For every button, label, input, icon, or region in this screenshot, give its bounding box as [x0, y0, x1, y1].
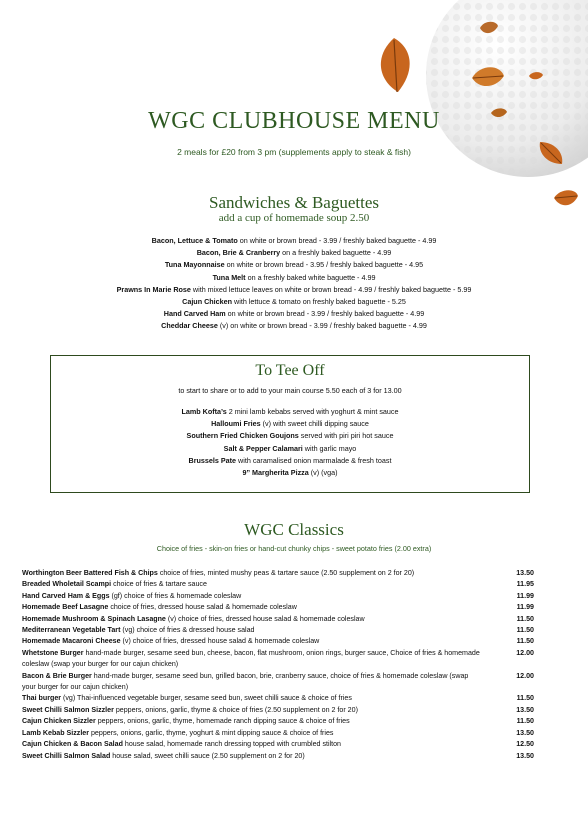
item-name: Prawns In Marie Rose — [116, 284, 191, 294]
item-name: Tuna Mayonnaise — [164, 260, 225, 270]
item-price: 13.50 — [516, 569, 534, 577]
item-name: Halloumi Fries — [211, 419, 261, 429]
item-name: Sweet Chilli Salmon Salad — [22, 751, 111, 760]
item-name: Hand Carved Ham — [163, 309, 226, 319]
item-desc: peppers, onions, garlic, thyme & choice of fries (2.50 supplement on 2 for 20) — [113, 705, 358, 714]
item-name: Whetstone Burger — [22, 648, 84, 657]
item-desc: on white or brown bread - 3.95 / freshly baked baguette - 4.95 — [224, 260, 424, 270]
item-name: Cajun Chicken & Bacon Salad — [22, 740, 123, 749]
item-price: 11.50 — [516, 626, 534, 635]
list-item — [0, 259, 588, 271]
item-desc: choice of fries, dressed house salad & homemade coleslaw — [108, 603, 297, 612]
list-item — [0, 296, 588, 308]
list-item — [22, 614, 534, 625]
item-desc: (v) with sweet chilli dipping sauce — [260, 419, 369, 429]
item-desc: (vg) Thai-influenced vegetable burger, sesame seed bun, sweet chilli sauce & choice of fries — [61, 694, 352, 703]
sandwiches-subtitle: add a cup of homemade soup 2.50 — [218, 212, 370, 224]
item-desc: choice of fries & tartare sauce — [111, 580, 207, 589]
list-item — [0, 320, 588, 332]
list-item — [22, 693, 534, 704]
item-desc: peppers, onions, garlic, thyme, yoghurt & mint dipping sauce & choice of fries — [89, 728, 334, 737]
list-item — [51, 455, 529, 467]
menu-subtitle: 2 meals for £20 from 3 pm (supplements apply to steak & fish) — [177, 147, 411, 157]
list-item — [22, 591, 534, 602]
item-name: Homemade Macaroni Cheese — [22, 637, 121, 646]
item-name: Lamb Kofta’s — [181, 407, 227, 416]
list-item — [22, 602, 534, 613]
list-item — [0, 284, 588, 296]
classics-title: WGC Classics — [244, 520, 344, 539]
list-item — [51, 418, 529, 430]
item-desc: with lettuce & tomato on freshly baked baguette - 5.25 — [232, 297, 406, 307]
item-price: 11.50 — [516, 614, 534, 623]
item-name: Cheddar Cheese — [161, 321, 218, 331]
list-item — [22, 648, 534, 671]
tee-off-subtitle: to start to share or to add to your main course 5.50 each of 3 for 13.00 — [178, 386, 402, 395]
item-name: Cajun Chicken Sizzler — [22, 717, 96, 726]
list-item — [22, 728, 534, 739]
list-item — [0, 308, 588, 320]
item-name: Worthington Beer Battered Fish & Chips — [22, 569, 158, 577]
list-item — [0, 272, 588, 284]
item-name: Homemade Beef Lasagne — [22, 603, 109, 612]
item-desc: served with piri piri hot sauce — [298, 431, 394, 441]
sandwiches-title: Sandwiches & Baguettes — [209, 193, 379, 212]
list-item — [22, 716, 534, 727]
item-desc: on white or brown bread - 3.99 / freshly baked baguette - 4.99 — [225, 309, 425, 319]
item-desc: (v) choice of fries, dressed house salad & homemade coleslaw — [165, 614, 365, 623]
item-price: 12.00 — [516, 671, 534, 680]
list-item — [51, 430, 529, 442]
item-price: 13.50 — [516, 751, 534, 760]
item-price: 11.99 — [516, 603, 534, 612]
autumn-leaf-icon — [478, 18, 500, 38]
item-name: Tuna Melt — [212, 272, 246, 282]
list-item — [51, 406, 529, 418]
item-desc: (v) (vga) — [308, 468, 338, 478]
list-item — [51, 443, 529, 455]
list-item — [22, 625, 534, 636]
item-price: 11.50 — [516, 717, 534, 726]
item-price: 11.50 — [516, 694, 534, 703]
item-name: Lamb Kebab Sizzler — [22, 728, 90, 737]
list-item — [22, 751, 534, 762]
classics-list — [22, 568, 534, 762]
list-item — [51, 467, 529, 479]
list-item — [22, 705, 534, 716]
item-desc: choice of fries, minted mushy peas & tartare sauce (2.50 supplement on 2 for 20) — [157, 569, 415, 577]
tee-off-list — [51, 406, 529, 479]
item-price: 12.00 — [516, 648, 534, 657]
item-name: Breaded Wholetail Scampi — [22, 580, 112, 589]
tee-off-box — [50, 355, 530, 493]
item-desc: with garlic mayo — [302, 443, 357, 453]
item-price: 11.50 — [516, 637, 534, 646]
item-name: Cajun Chicken — [182, 297, 233, 307]
item-desc: house salad, sweet chilli sauce (2.50 supplement on 2 for 20) — [110, 751, 305, 760]
item-name: Mediterranean Vegetable Tart — [22, 626, 121, 635]
item-price: 11.99 — [516, 591, 534, 600]
item-desc: (v) on white or brown bread - 3.99 / freshly baked baguette - 4.99 — [217, 321, 427, 331]
item-name: Sweet Chilli Salmon Sizzler — [22, 705, 114, 714]
item-name: Bacon, Brie & Cranberry — [196, 248, 281, 258]
item-price: 12.50 — [516, 740, 534, 749]
item-desc: with mixed lettuce leaves on white or brown bread - 4.99 / freshly baked baguette - 5.99 — [190, 284, 472, 294]
list-item — [0, 247, 588, 259]
item-price: 13.50 — [516, 705, 534, 714]
item-name: Southern Fried Chicken Goujons — [186, 431, 299, 441]
tee-off-title: To Tee Off — [255, 362, 325, 379]
item-desc: hand-made burger, sesame seed bun, cheese, bacon, flat mushroom, onion rings, burger sauce, Choice of fries & homemade coleslaw (swap your burger for our cajun chicken) — [22, 648, 480, 669]
item-name: Salt & Pepper Calamari — [223, 443, 303, 453]
item-desc: hand-made burger, sesame seed bun, grilled bacon, brie, cranberry sauce, choice of fries & homemade coleslaw (swap your burger for our cajun chicken) — [22, 671, 469, 692]
item-desc: (vg) choice of fries & dressed house salad — [120, 626, 255, 635]
sandwiches-list — [0, 235, 588, 333]
item-desc: 2 mini lamb kebabs served with yoghurt & mint sauce — [226, 407, 399, 416]
item-desc: (v) choice of fries, dressed house salad & homemade coleslaw — [120, 637, 320, 646]
autumn-leaf-icon — [470, 62, 506, 92]
item-desc: on a freshly baked white baguette - 4.99 — [245, 272, 376, 282]
item-name: Brussels Pate — [188, 455, 237, 465]
item-price: 11.95 — [516, 580, 534, 589]
item-desc: with caramalised onion marmalade & fresh toast — [236, 455, 392, 465]
list-item — [22, 671, 534, 694]
item-name: Homemade Mushroom & Spinach Lasagne — [22, 614, 166, 623]
classics-subtitle: Choice of fries - skin-on fries or hand-cut chunky chips - sweet potato fries (2.00 extra) — [156, 544, 432, 553]
item-price: 13.50 — [516, 728, 534, 737]
item-desc: on a freshly baked baguette - 4.99 — [280, 248, 392, 258]
item-name: Hand Carved Ham & Eggs — [22, 591, 110, 600]
list-item — [22, 739, 534, 750]
item-name: Thai burger — [22, 694, 62, 703]
list-item — [0, 235, 588, 247]
item-desc: peppers, onions, garlic, thyme, homemade ranch dipping sauce & choice of fries — [95, 717, 350, 726]
item-name: 9” Margherita Pizza — [242, 468, 309, 478]
menu-title: WGC CLUBHOUSE MENU — [148, 108, 440, 134]
item-desc: (gf) choice of fries & homemade coleslaw — [109, 591, 242, 600]
autumn-leaf-icon — [368, 36, 420, 96]
autumn-leaf-icon — [528, 70, 544, 82]
item-name: Bacon, Lettuce & Tomato — [151, 236, 238, 245]
item-name: Bacon & Brie Burger — [22, 671, 92, 680]
list-item — [22, 579, 534, 590]
list-item — [22, 568, 534, 579]
item-desc: on white or brown bread - 3.99 / freshly baked baguette - 4.99 — [237, 236, 437, 245]
list-item — [22, 636, 534, 647]
item-desc: house salad, homemade ranch dressing topped with crumbled stilton — [122, 740, 341, 749]
